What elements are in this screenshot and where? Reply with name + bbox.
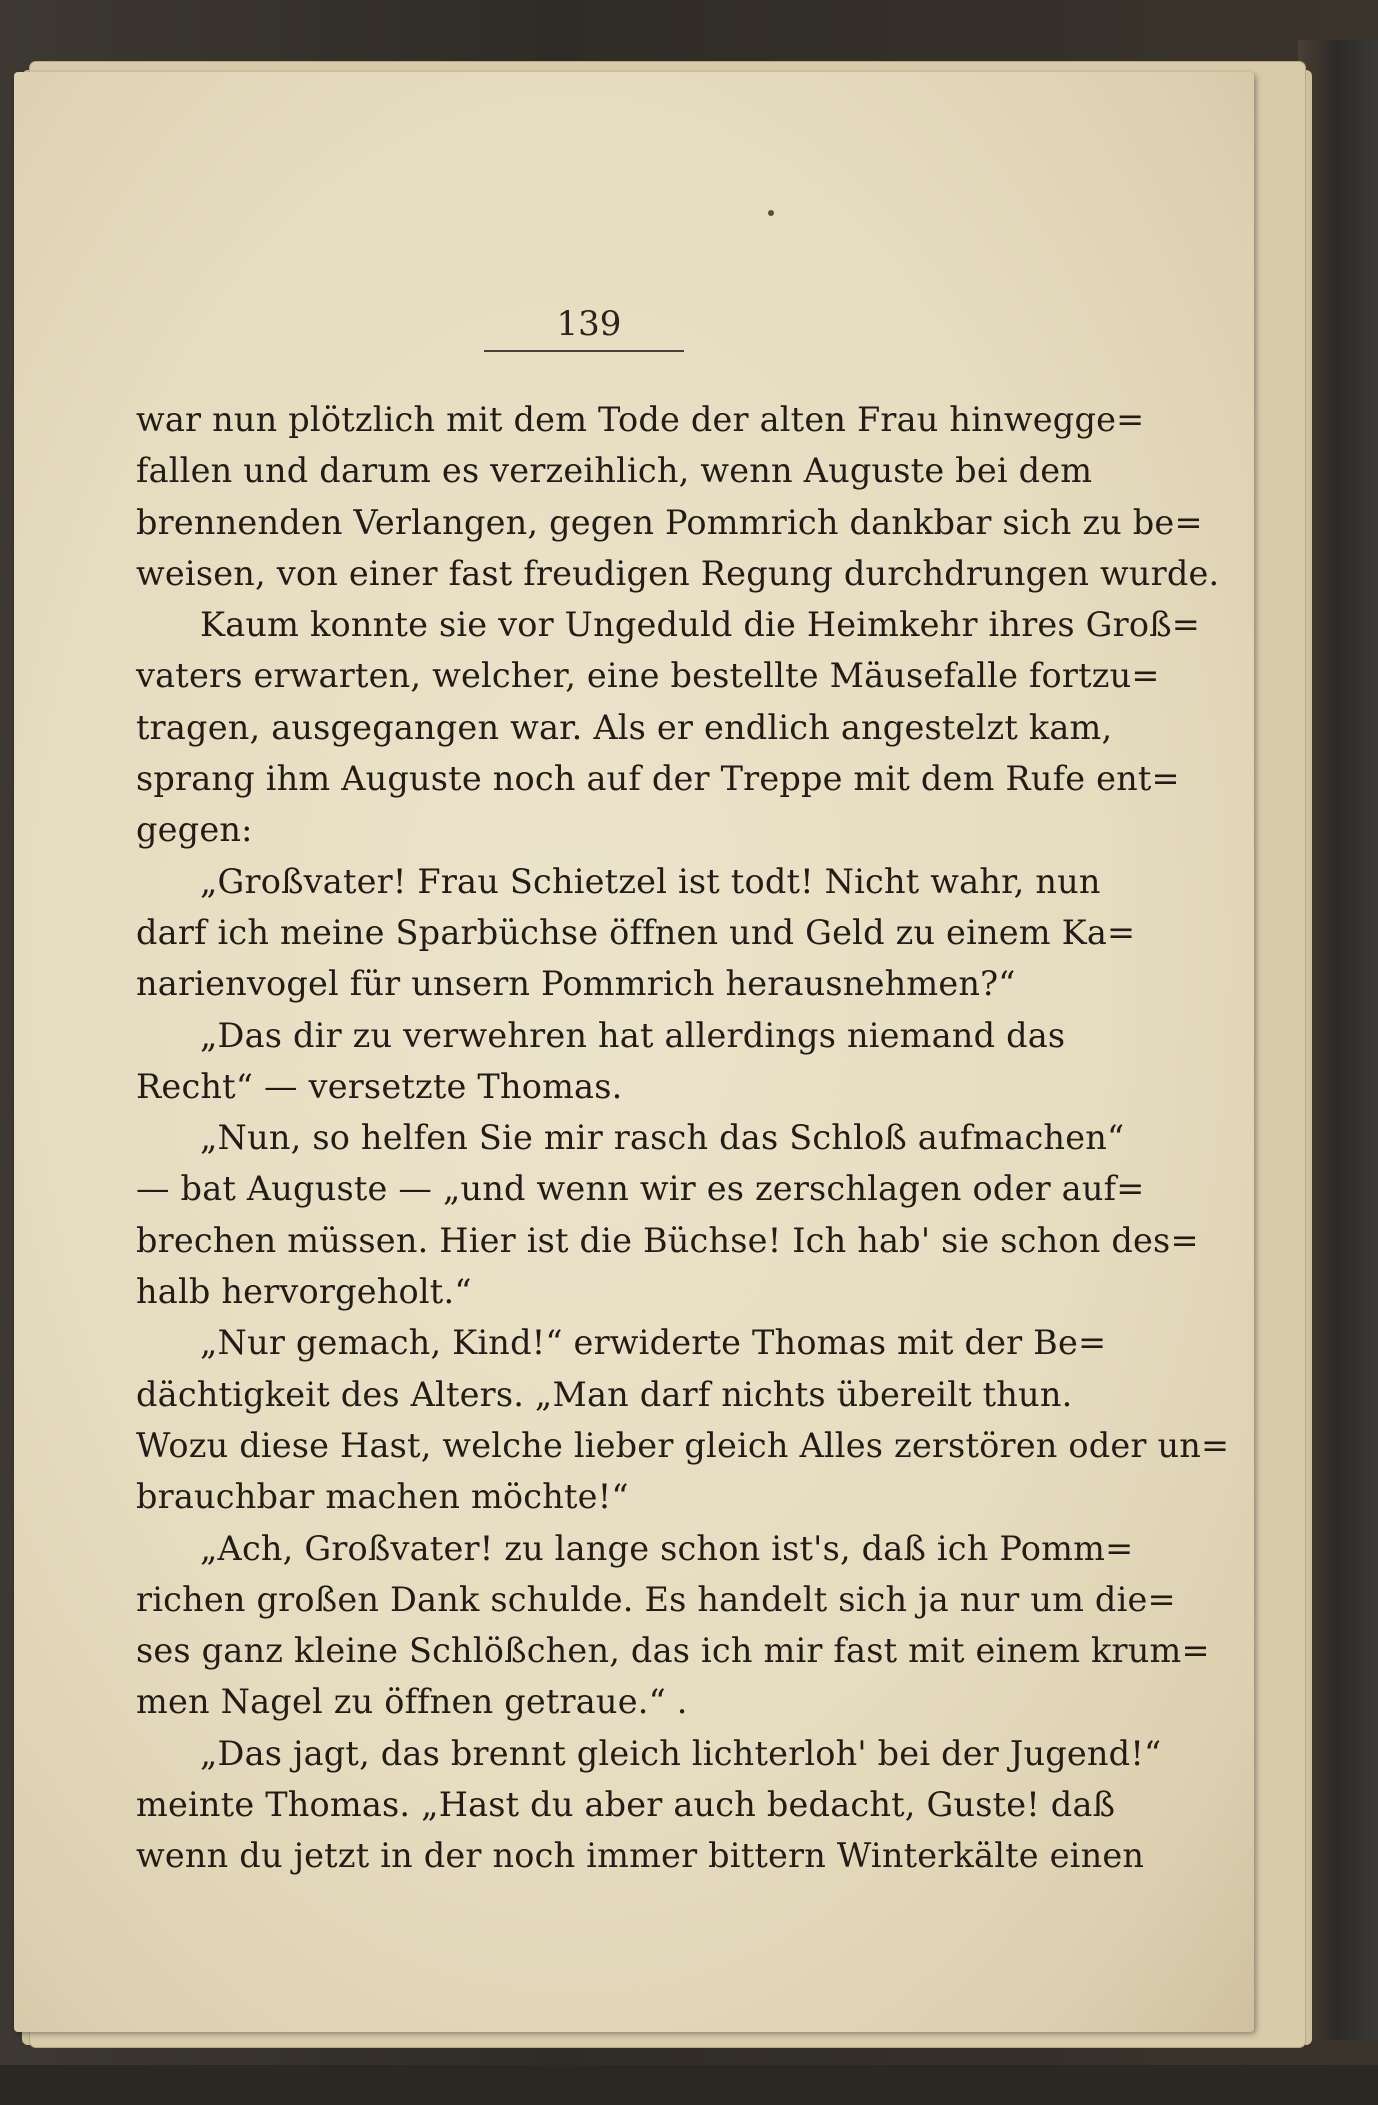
text-line: ses ganz kleine Schlößchen, das ich mir fast mit einem krum= xyxy=(136,1631,1210,1671)
text-line: „Großvater! Frau Schietzel ist todt! Nicht wahr, nun xyxy=(200,861,1101,901)
book-page xyxy=(14,72,1254,2032)
text-line: — bat Auguste — „und wenn wir es zerschlagen oder auf= xyxy=(136,1169,1145,1209)
text-line: „Nur gemach, Kind!“ erwiderte Thomas mit der Be= xyxy=(200,1323,1107,1363)
cover-bottom xyxy=(0,2065,1378,2105)
text-line: fallen und darum es verzeihlich, wenn Auguste bei dem xyxy=(136,451,1093,491)
text-line: men Nagel zu öffnen getraue.“ . xyxy=(136,1682,688,1722)
text-line: war nun plötzlich mit dem Tode der alten Frau hinwegge= xyxy=(136,400,1145,439)
text-line: Recht“ — versetzte Thomas. xyxy=(136,1066,623,1106)
text-line: brauchbar machen möchte!“ xyxy=(136,1477,629,1517)
text-line: „Das jagt, das brennt gleich lichterloh' bei der Jugend!“ xyxy=(200,1733,1162,1773)
text-line: richen großen Dank schulde. Es handelt sich ja nur um die= xyxy=(136,1579,1176,1619)
text-line: sprang ihm Auguste noch auf der Treppe mit dem Rufe ent= xyxy=(136,759,1180,799)
text-line: wenn du jetzt in der noch immer bittern Winterkälte einen xyxy=(136,1836,1145,1876)
text-line: dächtigkeit des Alters. „Man darf nichts übereilt thun. xyxy=(136,1374,1073,1414)
text-line: weisen, von einer fast freudigen Regung durchdrungen wurde. xyxy=(136,553,1220,593)
body-text xyxy=(136,394,1230,1882)
page-number-rule xyxy=(484,350,684,352)
text-line: Wozu diese Hast, welche lieber gleich Alles zerstören oder un= xyxy=(136,1425,1230,1465)
text-line: vaters erwarten, welcher, eine bestellte Mäusefalle fortzu= xyxy=(136,656,1160,696)
text-line: „Das dir zu verwehren hat allerdings niemand das xyxy=(200,1015,1066,1055)
page-number: 139 xyxy=(556,304,622,344)
text-line: darf ich meine Sparbüchse öffnen und Geld zu einem Ka= xyxy=(136,912,1136,952)
text-line: brechen müssen. Hier ist die Büchse! Ich hab' sie schon des= xyxy=(136,1220,1199,1260)
ink-spot xyxy=(768,210,774,216)
text-line: „Ach, Großvater! zu lange schon ist's, daß ich Pomm= xyxy=(200,1528,1134,1568)
text-line: halb hervorgeholt.“ xyxy=(136,1272,472,1312)
text-line: Kaum konnte sie vor Ungeduld die Heimkehr ihres Groß= xyxy=(200,605,1201,645)
text-line: „Nun, so helfen Sie mir rasch das Schloß aufmachen“ xyxy=(200,1118,1125,1158)
text-line: meinte Thomas. „Hast du aber auch bedacht, Guste! daß xyxy=(136,1785,1116,1825)
text-line: narienvogel für unsern Pommrich herausnehmen?“ xyxy=(136,964,1016,1004)
text-line: gegen: xyxy=(136,810,253,850)
text-line: tragen, ausgegangen war. Als er endlich angestelzt kam, xyxy=(136,707,1113,747)
text-line: brennenden Verlangen, gegen Pommrich dankbar sich zu be= xyxy=(136,502,1203,542)
